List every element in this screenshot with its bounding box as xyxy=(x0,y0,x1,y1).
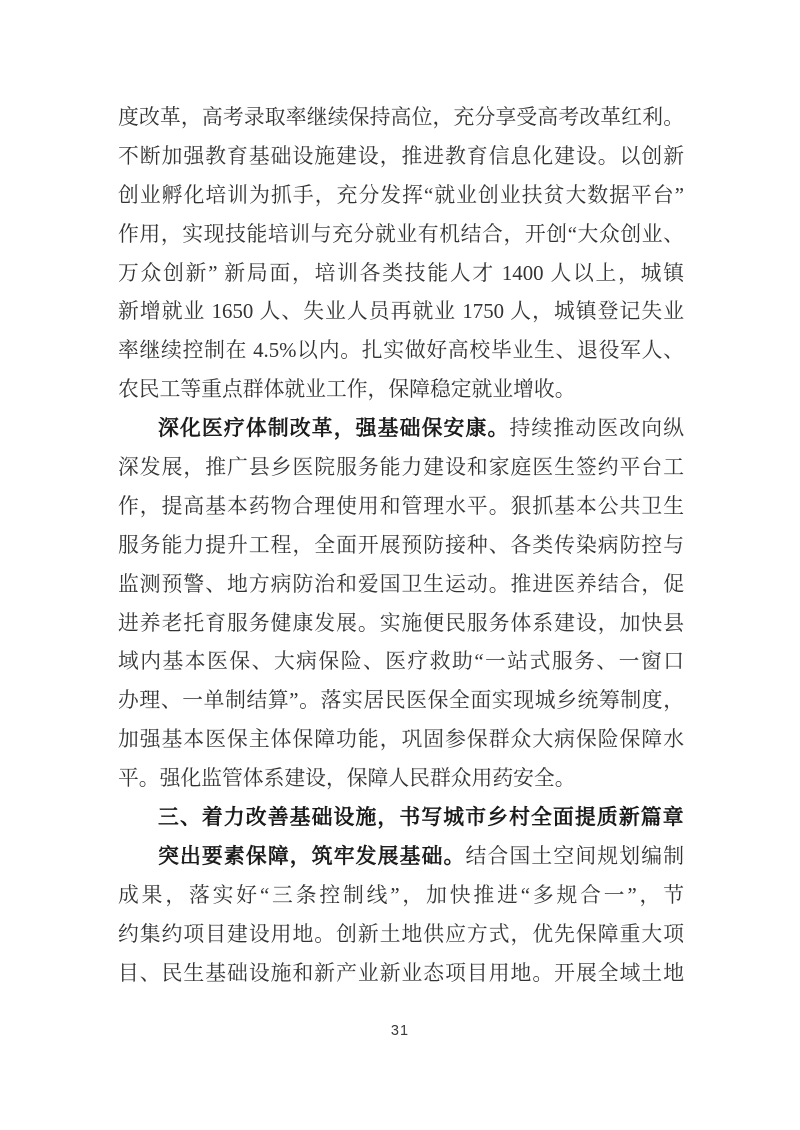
text-segment: 持续推动医改向纵 xyxy=(509,417,684,441)
text-segment: 结合国土空间规划编制 xyxy=(465,844,684,868)
text-segment: 农民工等重点群体就业工作，保障稳定就业增收。 xyxy=(118,378,576,402)
text-segment: 万众创新” 新局面，培训各类技能人才 1400 人以上，城镇 xyxy=(118,261,684,285)
text-segment: 作，提高基本药物合理使用和管理水平。狠抓基本公共卫生 xyxy=(118,494,684,518)
text-line xyxy=(118,799,684,838)
text-line xyxy=(118,216,684,255)
text-segment: 约集约项目建设用地。创新土地供应方式，优先保障重大项 xyxy=(118,922,684,946)
text-segment: 服务能力提升工程，全面开展预防接种、各类传染病防控与 xyxy=(118,533,684,557)
text-line xyxy=(118,177,684,216)
text-segment: 加强基本医保主体保障功能，巩固参保群众大病保险保障水 xyxy=(118,728,684,752)
text-line xyxy=(118,916,684,955)
text-line xyxy=(118,410,684,449)
text-line xyxy=(118,527,684,566)
text-line xyxy=(118,877,684,916)
text-line xyxy=(118,760,684,799)
text-segment: 突出要素保障，筑牢发展基础。 xyxy=(158,844,466,868)
text-line xyxy=(118,255,684,294)
text-segment: 目、民生基础设施和新产业新业态项目用地。开展全域土地 xyxy=(118,961,684,985)
text-line xyxy=(118,371,684,410)
text-segment: 平。强化监管体系建设，保障人民群众用药安全。 xyxy=(118,767,576,791)
text-segment: 创业孵化培训为抓手，充分发挥“就业创业扶贫大数据平台” xyxy=(118,183,684,207)
text-segment: 域内基本医保、大病保险、医疗救助“一站式服务、一窗口 xyxy=(118,650,684,674)
text-line xyxy=(118,99,684,138)
text-line xyxy=(118,721,684,760)
text-segment: 深化医疗体制改革，强基础保安康。 xyxy=(158,417,510,441)
text-line xyxy=(118,138,684,177)
text-line xyxy=(118,838,684,877)
text-line xyxy=(118,955,684,994)
text-line xyxy=(118,566,684,605)
text-line xyxy=(118,682,684,721)
text-segment: 作用，实现技能培训与充分就业有机结合，开创“大众创业、 xyxy=(118,222,684,246)
text-segment: 率继续控制在 4.5%以内。扎实做好高校毕业生、退役军人、 xyxy=(118,339,684,363)
text-segment: 进养老托育服务健康发展。实施便民服务体系建设，加快县 xyxy=(118,611,684,635)
page-number: 31 xyxy=(390,1023,410,1039)
text-line xyxy=(118,332,684,371)
text-segment: 三、着力改善基础设施，书写城市乡村全面提质新篇章 xyxy=(158,806,684,830)
text-segment: 深发展，推广县乡医院服务能力建设和家庭医生签约平台工 xyxy=(118,456,684,480)
text-block xyxy=(118,99,684,993)
page-footer xyxy=(0,1022,800,1040)
text-line xyxy=(118,293,684,332)
text-line xyxy=(118,605,684,644)
text-segment: 不断加强教育基础设施建设，推进教育信息化建设。以创新 xyxy=(118,144,684,168)
text-segment: 成果，落实好“三条控制线”，加快推进“多规合一”，节 xyxy=(118,883,684,907)
text-segment: 度改革，高考录取率继续保持高位，充分享受高考改革红利。 xyxy=(118,106,684,129)
text-segment: 办理、一单制结算”。落实居民医保全面实现城乡统筹制度， xyxy=(118,689,684,713)
text-segment: 新增就业 1650 人、失业人员再就业 1750 人，城镇登记失业 xyxy=(118,300,684,324)
text-line xyxy=(118,488,684,527)
text-segment: 监测预警、地方病防治和爱国卫生运动。推进医养结合，促 xyxy=(118,572,684,596)
text-line xyxy=(118,449,684,488)
text-line xyxy=(118,643,684,682)
